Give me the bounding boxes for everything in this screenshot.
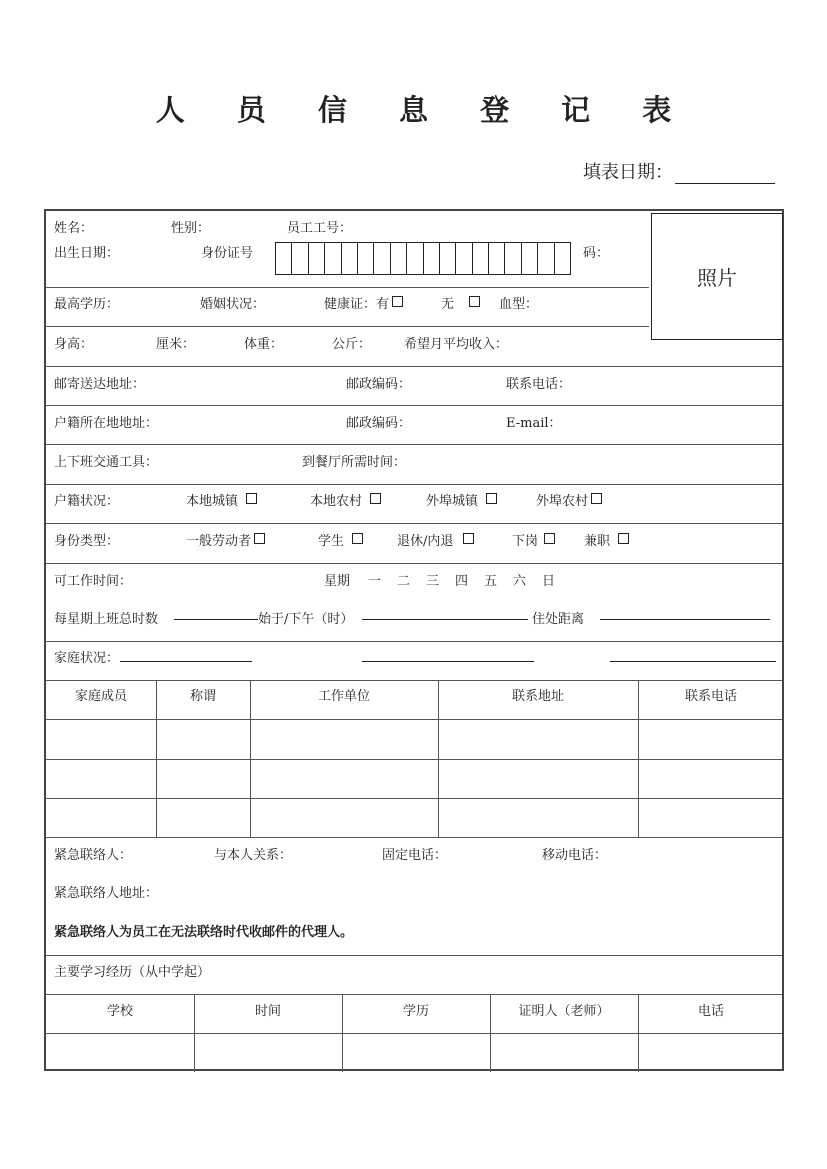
hukou-checkbox[interactable] — [591, 493, 602, 504]
identity-checkbox[interactable] — [352, 533, 363, 544]
employee-no-label: 员工工号： — [287, 221, 353, 236]
week-label: 星期 — [324, 574, 351, 589]
row-divider — [46, 484, 782, 485]
emergency-address-label: 紧急联络人地址： — [54, 886, 159, 901]
education-history-label: 主要学习经历（从中学起） — [54, 965, 211, 980]
family-status-field[interactable] — [120, 661, 252, 662]
family-status-label: 家庭状况： — [54, 651, 120, 666]
weekday-saturday: 六 — [513, 574, 527, 589]
education-header-school: 学校 — [106, 1004, 133, 1019]
emergency-contact-label: 紧急联络人： — [54, 848, 133, 863]
weight-label: 体重： — [244, 337, 284, 352]
family-header-workplace: 工作单位 — [317, 689, 370, 704]
photo-label: 照片 — [697, 266, 737, 290]
row-divider — [46, 287, 649, 288]
gender-label: 性别： — [171, 221, 211, 236]
id-number-boxes[interactable] — [275, 242, 571, 275]
emergency-mobile-label: 移动电话： — [542, 848, 608, 863]
postcode-label: 邮政编码： — [346, 377, 412, 392]
weekday-friday: 五 — [484, 574, 498, 589]
row-divider — [46, 523, 782, 524]
education-header-degree: 学历 — [402, 1004, 429, 1019]
weekly-hours-field[interactable] — [174, 619, 258, 620]
hukou-option: 外埠农村 — [536, 490, 602, 509]
page-title: 人 员 信 息 登 记 表 — [155, 93, 693, 127]
hukou-status-label: 户籍状况： — [54, 494, 120, 509]
available-time-label: 可工作时间： — [54, 574, 133, 589]
health-yes-checkbox[interactable] — [392, 296, 403, 307]
emergency-fixed-phone-label: 固定电话： — [382, 848, 448, 863]
row-divider — [46, 994, 782, 995]
identity-option: 退休/内退 — [397, 530, 474, 549]
family-status-field[interactable] — [362, 661, 534, 662]
hukou-option: 外埠城镇 — [426, 490, 497, 509]
row-divider — [46, 366, 782, 367]
hukou-option: 本地城镇 — [186, 490, 257, 509]
health-no: 无 — [441, 293, 480, 312]
transport-label: 上下班交通工具： — [54, 455, 159, 470]
distance-label: 住处距离 — [532, 612, 585, 627]
family-header-phone: 联系电话 — [684, 689, 737, 704]
row-divider — [46, 444, 782, 445]
health-no-checkbox[interactable] — [469, 296, 480, 307]
fill-date — [583, 158, 775, 184]
identity-option: 兼职 — [584, 530, 629, 549]
identity-option: 学生 — [318, 530, 363, 549]
emergency-relation-label: 与本人关系： — [214, 848, 293, 863]
marital-label: 婚姻状况： — [200, 297, 266, 312]
family-header-relation: 称谓 — [189, 689, 216, 704]
start-time-label: 始于/下午（时） — [258, 612, 354, 627]
distance-field[interactable] — [600, 619, 770, 620]
row-divider — [46, 1033, 782, 1034]
hukou-checkbox[interactable] — [246, 493, 257, 504]
postcode-label: 邮政编码： — [346, 416, 412, 431]
emergency-note: 紧急联络人为员工在无法联络时代收邮件的代理人。 — [54, 925, 354, 940]
hukou-checkbox[interactable] — [370, 493, 381, 504]
identity-option: 一般劳动者 — [186, 530, 265, 549]
birth-date-label: 出生日期： — [54, 246, 120, 261]
hukou-option: 本地农村 — [310, 490, 381, 509]
family-status-field[interactable] — [610, 661, 776, 662]
id-number-suffix: 码： — [583, 246, 610, 261]
name-label: 姓名： — [54, 221, 94, 236]
fill-date-field[interactable] — [675, 161, 775, 184]
hukou-checkbox[interactable] — [486, 493, 497, 504]
identity-option: 下岗 — [512, 530, 555, 549]
id-number-label: 身份证号 — [201, 246, 254, 261]
email-label: E-mail： — [506, 416, 562, 431]
hukou-address-label: 户籍所在地地址： — [54, 416, 159, 431]
cm-label: 厘米： — [156, 337, 196, 352]
row-divider — [46, 405, 782, 406]
row-divider — [46, 326, 649, 327]
education-label: 最高学历： — [54, 297, 120, 312]
identity-checkbox[interactable] — [618, 533, 629, 544]
education-header-witness: 证明人（老师） — [518, 1004, 610, 1019]
weekday-thursday: 四 — [455, 574, 469, 589]
start-time-field[interactable] — [362, 619, 528, 620]
registration-form — [44, 209, 784, 1071]
identity-checkbox[interactable] — [463, 533, 474, 544]
weekday-monday: 一 — [368, 574, 382, 589]
phone-label: 联系电话： — [506, 377, 572, 392]
identity-checkbox[interactable] — [254, 533, 265, 544]
identity-checkbox[interactable] — [544, 533, 555, 544]
photo-box[interactable] — [651, 213, 783, 340]
education-header-time: 时间 — [254, 1004, 281, 1019]
commute-time-label: 到餐厅所需时间： — [302, 455, 407, 470]
income-label: 希望月平均收入： — [404, 337, 509, 352]
weekday-sunday: 日 — [542, 574, 556, 589]
education-header-phone: 电话 — [697, 1004, 724, 1019]
weekly-hours-label: 每星期上班总时数 — [54, 612, 159, 627]
row-divider — [46, 955, 782, 956]
mail-address-label: 邮寄送达地址： — [54, 377, 146, 392]
blood-type-label: 血型： — [499, 297, 539, 312]
family-header-member: 家庭成员 — [74, 689, 127, 704]
kg-label: 公斤： — [332, 337, 372, 352]
health-cert: 健康证：有 — [324, 293, 403, 312]
identity-type-label: 身份类型： — [54, 534, 120, 549]
row-divider — [46, 837, 782, 838]
weekday-wednesday: 三 — [426, 574, 440, 589]
row-divider — [46, 641, 782, 642]
family-header-address: 联系地址 — [511, 689, 564, 704]
height-label: 身高： — [54, 337, 94, 352]
row-divider — [46, 563, 782, 564]
fill-date-label: 填表日期： — [583, 162, 673, 183]
weekday-tuesday: 二 — [397, 574, 411, 589]
